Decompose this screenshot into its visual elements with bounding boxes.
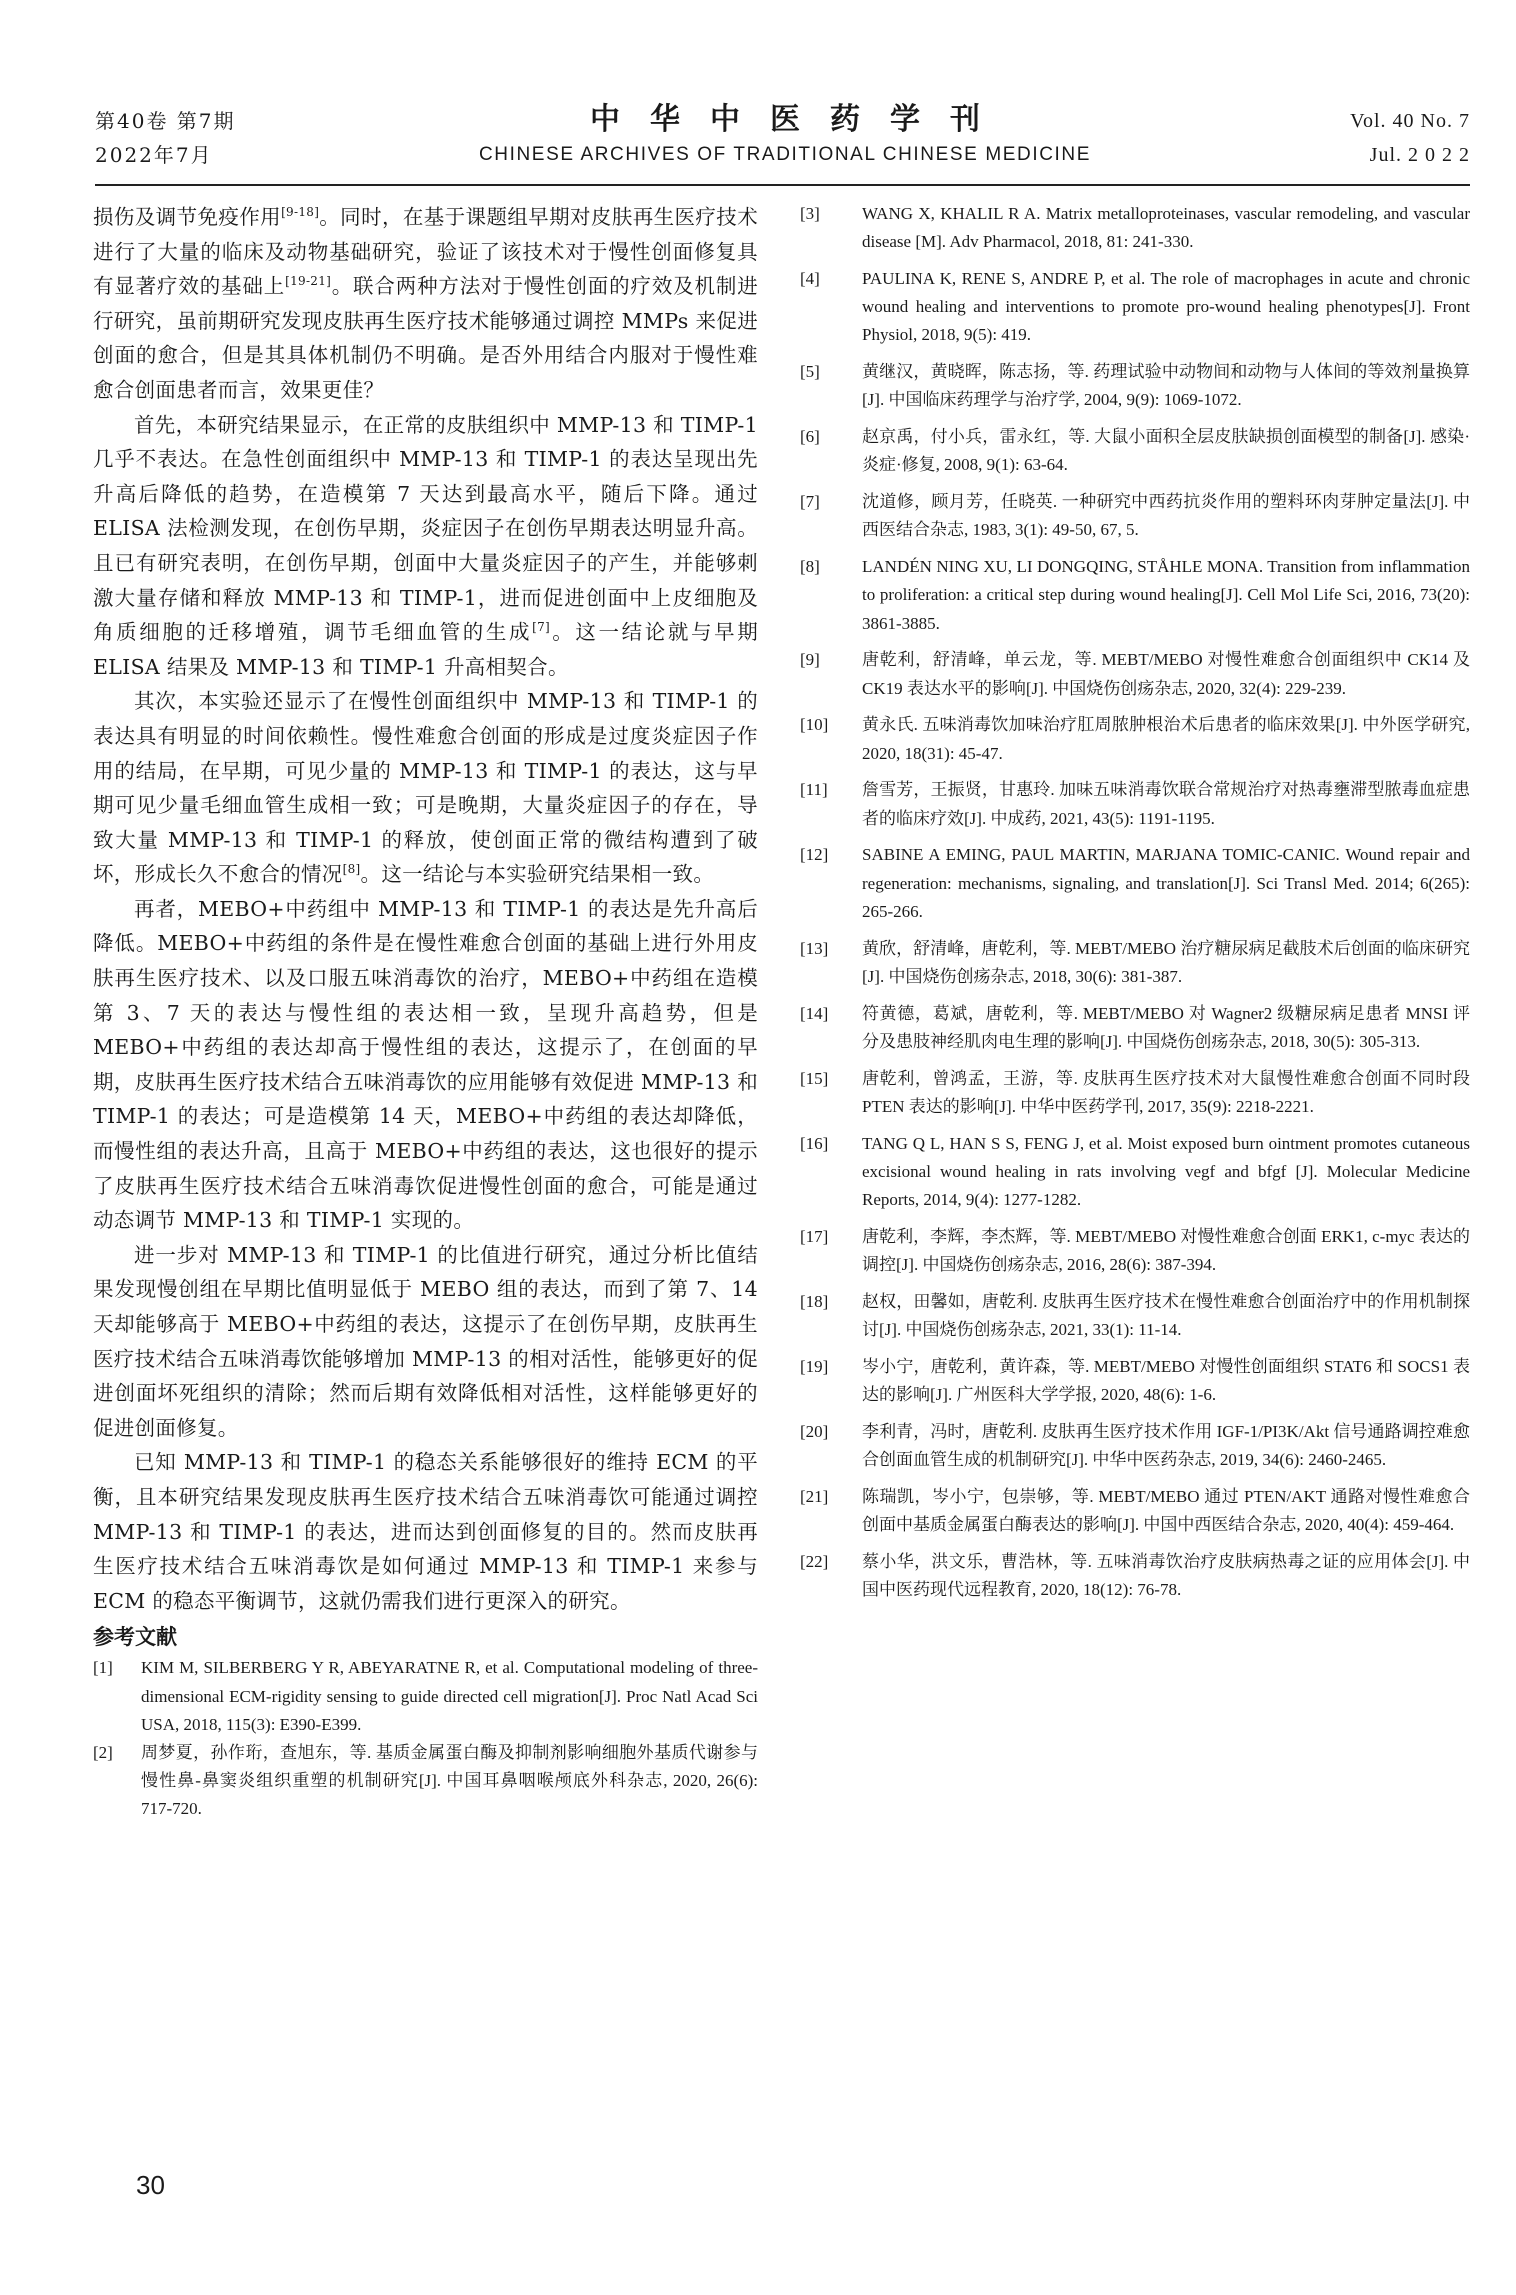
reference-text: LANDÉN NING XU, LI DONGQING, STÅHLE MONA. Transition from inflammation to proliferation: a critical step during wound healing[J]. Cell Mol Life Sci, 2016, 73(20): 3861-3885.	[862, 557, 1470, 633]
reference-item	[800, 488, 1470, 544]
text-span: 。这一结论就与早期 ELISA 结果及 MMP-13 和 TIMP-1 升高相契合。	[93, 620, 758, 679]
body-paragraph	[93, 684, 758, 892]
reference-text: 赵权，田馨如，唐乾利. 皮肤再生医疗技术在慢性难愈合创面治疗中的作用机制探讨[J]. 中国烧伤创疡杂志, 2021, 33(1): 11-14.	[862, 1291, 1470, 1340]
reference-item	[800, 200, 1470, 256]
reference-text: 蔡小华，洪文乐，曹浩林，等. 五味消毒饮治疗皮肤病热毒之证的应用体会[J]. 中国中医药现代远程教育, 2020, 18(12): 76-78.	[862, 1551, 1470, 1600]
reference-text: 符黄德，葛斌，唐乾利，等. MEBT/MEBO 对 Wagner2 级糖尿病足患者 MNSI 评分及患肢神经肌肉电生理的影响[J]. 中国烧伤创疡杂志, 2018, 30(5): 305-313.	[862, 1003, 1470, 1051]
header-journal-title	[435, 100, 1135, 170]
reference-number: [5]	[800, 362, 820, 382]
body-paragraph: 已知 MMP-13 和 TIMP-1 的稳态关系能够很好的维持 ECM 的平衡，且本研究结果发现皮肤再生医疗技术结合五味消毒饮可能通过调控 MMP-13 和 TIMP-1 的表达，进而达到创面修复的目的。然而皮肤再生医疗技术结合五味消毒饮是如何通过 MMP-13 和 TIMP-1 来参与 ECM 的稳态平衡调节，这就仍需我们进行更深入的研究。	[93, 1450, 758, 1613]
reference-number: [2]	[93, 1742, 113, 1762]
header-issue-info-en	[1350, 104, 1470, 172]
body-paragraph: 再者，MEBO+中药组中 MMP-13 和 TIMP-1 的表达是先升高后降低。MEBO+中药组的条件是在慢性难愈合创面的基础上进行外用皮肤再生医疗技术、以及口服五味消毒饮的治疗，MEBO+中药组在造模第 3、7 天的表达与慢性组的表达相一致，呈现升高趋势，但是 MEBO+中药组的表达却高于慢性组的表达，这提示了，在创面的早期，皮肤再生医疗技术结合五味消毒饮的应用能够有效促进 MMP-13 和 TIMP-1 的表达；可是造模第 14 天，MEBO+中药组的表达却降低，而慢性组的表达升高，且高于 MEBO+中药组的表达，这也很好的提示了皮肤再生医疗技术结合五味消毒饮促进慢性创面的愈合，可能是通过动态调节 MMP-13 和 TIMP-1 实现的。	[93, 896, 758, 1233]
reference-item	[800, 1483, 1470, 1539]
header-volume-en: Vol. 40 No. 7	[1350, 110, 1470, 132]
reference-text: 李利青，冯时，唐乾利. 皮肤再生医疗技术作用 IGF-1/PI3K/Akt 信号通路调控难愈合创面血管生成的机制研究[J]. 中华中医药杂志, 2019, 34(6): 2460-2465.	[862, 1421, 1470, 1470]
journal-title-cn: 中华中医药学刊	[590, 102, 1010, 137]
reference-item	[800, 1223, 1470, 1279]
reference-number: [14]	[800, 1003, 829, 1023]
reference-item	[800, 1000, 1470, 1056]
citation: [9-18]	[281, 205, 320, 219]
reference-item	[93, 1739, 758, 1824]
reference-number: [9]	[800, 650, 820, 670]
reference-item	[800, 1130, 1470, 1215]
citation: [7]	[532, 620, 550, 635]
reference-text: 赵京禹，付小兵，雷永红，等. 大鼠小面积全层皮肤缺损创面模型的制备[J]. 感染·炎症·修复, 2008, 9(1): 63-64.	[862, 427, 1470, 475]
references-heading: 参考文献	[93, 1624, 177, 1650]
reference-number: [15]	[800, 1068, 829, 1088]
reference-item	[800, 711, 1470, 767]
reference-item	[800, 553, 1470, 638]
body-paragraph	[93, 200, 758, 408]
reference-number: [20]	[800, 1421, 829, 1441]
header-date-cn: 2022年7月	[95, 143, 213, 167]
text-span: 其次，本实验还显示了在慢性创面组织中 MMP-13 和 TIMP-1 的表达具有明显的时间依赖性。慢性难愈合创面的形成是过度炎症因子作用的结局，在早期，可见少量的 MMP-13 和 TIMP-1 的表达，这与早期可见少量毛细血管生成相一致；可是晚期，大量炎症因子的存在，导致大量 MMP-13 和 TIMP-1 的释放，使创面正常的微结构遭到了破坏，形成长久不愈合的情况	[93, 689, 758, 887]
left-column	[93, 200, 758, 1824]
reference-item	[800, 646, 1470, 702]
page-number: 30	[136, 2170, 165, 2200]
reference-text: TANG Q L, HAN S S, FENG J, et al. Moist exposed burn ointment promotes cutaneous excisional wound healing in rats involving vegf and bfgf [J]. Molecular Medicine Reports, 2014, 9(4): 1277-1282.	[862, 1133, 1470, 1210]
reference-text: 唐乾利，李辉，李杰辉，等. MEBT/MEBO 对慢性难愈合创面 ERK1, c-myc 表达的调控[J]. 中国烧伤创疡杂志, 2016, 28(6): 387-394.	[862, 1226, 1470, 1275]
header-rule	[95, 184, 1470, 186]
reference-text: 黄欣，舒清峰，唐乾利，等. MEBT/MEBO 治疗糖尿病足截肢术后创面的临床研究[J]. 中国烧伤创疡杂志, 2018, 30(6): 381-387.	[862, 938, 1470, 986]
reference-item	[800, 423, 1470, 479]
reference-number: [3]	[800, 204, 820, 223]
reference-number: [4]	[800, 269, 820, 288]
reference-number: [12]	[800, 845, 829, 865]
header-issue-info	[95, 104, 236, 172]
reference-text: SABINE A EMING, PAUL MARTIN, MARJANA TOMIC-CANIC. Wound repair and regeneration: mechanisms, signaling, and translation[J]. Sci Transl Med. 2014; 6(265): 265-266.	[862, 845, 1470, 921]
header-volume-cn: 第40卷 第7期	[95, 109, 236, 133]
reference-item	[800, 776, 1470, 832]
text-span: 。联合两种方法对于慢性创面的疗效及机制进行研究，虽前期研究发现皮肤再生医疗技术能够通过调控 MMPs 来促进创面的愈合，但是其具体机制仍不明确。是否外用结合内服对于慢性难愈合创面患者而言，效果更佳？	[93, 274, 759, 402]
reference-text: 周梦夏，孙作珩，查旭东，等. 基质金属蛋白酶及抑制剂影响细胞外基质代谢参与慢性鼻-鼻窦炎组织重塑的机制研究[J]. 中国耳鼻咽喉颅底外科杂志, 2020, 26(6): 717-720.	[141, 1742, 758, 1819]
reference-number: [7]	[800, 492, 820, 512]
reference-item	[800, 265, 1470, 350]
reference-item	[800, 1548, 1470, 1604]
reference-number: [19]	[800, 1356, 829, 1376]
reference-number: [16]	[800, 1133, 829, 1153]
reference-text: 唐乾利，舒清峰，单云龙，等. MEBT/MEBO 对慢性难愈合创面组织中 CK14 及 CK19 表达水平的影响[J]. 中国烧伤创疡杂志, 2020, 32(4): 229-239.	[862, 650, 1470, 698]
reference-text: WANG X, KHALIL R A. Matrix metalloproteinases, vascular remodeling, and vascular disease [M]. Adv Pharmacol, 2018, 81: 241-330.	[862, 204, 1470, 252]
citation: [19-21]	[285, 274, 332, 289]
reference-number: [18]	[800, 1291, 829, 1311]
reference-text: PAULINA K, RENE S, ANDRE P, et al. The role of macrophages in acute and chronic wound healing and interventions to promote pro-wound healing phenotypes[J]. Front Physiol, 2018, 9(5): 419.	[862, 269, 1470, 345]
text-span: 。同时，在基于课题组早期对皮肤再生医疗技术进行了大量的临床及动物基础研究，验证了该技术对于慢性创面修复具有显著疗效的基础上	[93, 205, 758, 299]
reference-item	[800, 935, 1470, 991]
page-header	[95, 100, 1470, 180]
body-paragraph: 进一步对 MMP-13 和 TIMP-1 的比值进行研究，通过分析比值结果发现慢创组在早期比值明显低于 MEBO 组的表达，而到了第 7、14 天却能够高于 MEBO+中药组的表达，这提示了在创伤早期，皮肤再生医疗技术结合五味消毒饮能够增加 MMP-13 的相对活性，能够更好的促进创面坏死组织的清除；然而后期有效降低相对活性，这样能够更好的促进创面修复。	[93, 1242, 758, 1440]
reference-item	[800, 1065, 1470, 1121]
reference-item	[800, 1288, 1470, 1344]
reference-number: [8]	[800, 557, 820, 577]
text-span: 。这一结论与本实验研究结果相一致。	[360, 862, 715, 887]
reference-number: [11]	[800, 780, 828, 800]
journal-title-en: CHINESE ARCHIVES OF TRADITIONAL CHINESE MEDICINE	[478, 144, 1092, 165]
right-column	[800, 200, 1470, 1613]
reference-number: [17]	[800, 1226, 829, 1246]
reference-item	[800, 358, 1470, 414]
reference-number: [13]	[800, 938, 829, 958]
reference-item	[800, 841, 1470, 926]
text-span: 首先，本研究结果显示，在正常的皮肤组织中 MMP-13 和 TIMP-1 几乎不表达。在急性创面组织中 MMP-13 和 TIMP-1 的表达呈现出先升高后降低的趋势，在造模第 7 天达到最高水平，随后下降。通过 ELISA 法检测发现，在创伤早期，炎症因子在创伤早期表达明显升高。且已有研究表明，在创伤早期，创面中大量炎症因子的产生，并能够刺激大量存储和释放 MMP-13 和 TIMP-1，进而促进创面中上皮细胞及角质细胞的迁移增殖，调节毛细血管的生成	[93, 412, 758, 645]
reference-text: 岑小宁，唐乾利，黄许森，等. MEBT/MEBO 对慢性创面组织 STAT6 和 SOCS1 表达的影响[J]. 广州医科大学学报, 2020, 48(6): 1-6.	[862, 1356, 1470, 1405]
body-paragraph	[93, 408, 758, 685]
text-span: 损伤及调节免疫作用	[93, 205, 282, 229]
reference-number: [21]	[800, 1486, 829, 1506]
reference-item	[800, 1418, 1470, 1474]
reference-text: 唐乾利，曾鸿孟，王游，等. 皮肤再生医疗技术对大鼠慢性难愈合创面不同时段 PTEN 表达的影响[J]. 中华中医药学刊, 2017, 35(9): 2218-2221.	[862, 1068, 1470, 1116]
reference-number: [10]	[800, 715, 829, 735]
reference-text: 黄继汉，黄晓晖，陈志扬，等. 药理试验中动物间和动物与人体间的等效剂量换算[J]. 中国临床药理学与治疗学, 2004, 9(9): 1069-1072.	[862, 362, 1470, 410]
reference-text: KIM M, SILBERBERG Y R, ABEYARATNE R, et al. Computational modeling of three-dimensional ECM-rigidity sensing to guide directed cell migration[J]. Proc Natl Acad Sci USA, 2018, 115(3): E390-E399.	[141, 1658, 758, 1734]
reference-number: [1]	[93, 1658, 113, 1678]
reference-text: 陈瑞凯，岑小宁，包崇够，等. MEBT/MEBO 通过 PTEN/AKT 通路对慢性难愈合创面中基质金属蛋白酶表达的影响[J]. 中国中西医结合杂志, 2020, 40(4): 459-464.	[862, 1486, 1470, 1535]
reference-text: 沈道修，顾月芳，任晓英. 一种研究中西药抗炎作用的塑料环肉芽肿定量法[J]. 中西医结合杂志, 1983, 3(1): 49-50, 67, 5.	[862, 492, 1470, 540]
reference-text: 黄永氏. 五味消毒饮加味治疗肛周脓肿根治术后患者的临床效果[J]. 中外医学研究, 2020, 18(31): 45-47.	[862, 715, 1470, 763]
reference-number: [22]	[800, 1551, 829, 1571]
reference-item	[93, 1654, 758, 1739]
reference-number: [6]	[800, 427, 820, 447]
citation: [8]	[342, 862, 361, 877]
reference-item	[800, 1353, 1470, 1409]
header-date-en: Jul. 2 0 2 2	[1369, 144, 1470, 166]
reference-text: 詹雪芳，王振贤，甘惠玲. 加味五味消毒饮联合常规治疗对热毒壅滞型脓毒血症患者的临床疗效[J]. 中成药, 2021, 43(5): 1191-1195.	[862, 780, 1470, 828]
